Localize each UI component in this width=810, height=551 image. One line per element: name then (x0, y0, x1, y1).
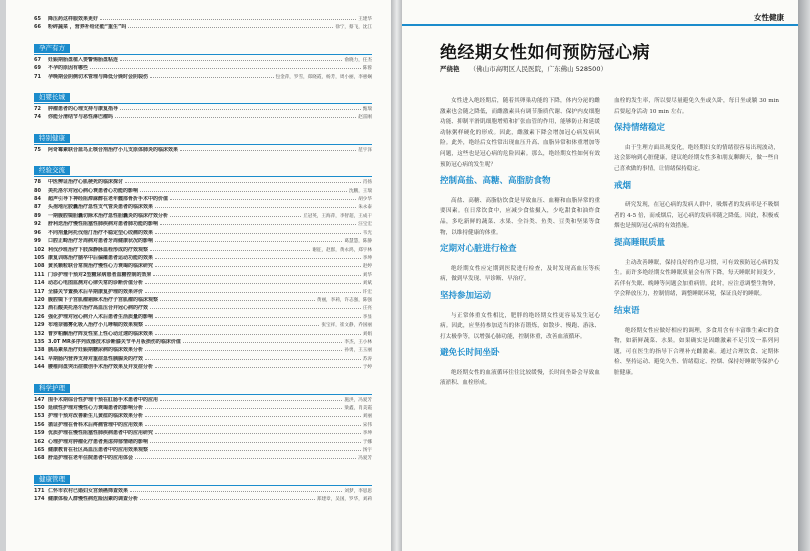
toc-entry-author: 梁鑫，肖美霞 (344, 406, 372, 411)
toc-entry-author: 王建华 (358, 17, 372, 22)
paragraph-diet: 高盐、高糖、高脂肪饮食是导致血压、血糖和血脂异常的重要因素。在日常饮食中，应减少食盐摄入，少吃甜食和油炸食品，多吃新鲜的蔬菜、水果、全谷类、鱼类、豆类和坚果等食物，以维持健康的体重。 (440, 197, 600, 236)
toc-leader-dots (145, 346, 342, 351)
toc-leader-dots (140, 187, 347, 192)
toc-leader-dots (150, 438, 361, 443)
toc-section-rule (34, 485, 372, 486)
toc-leader-dots (155, 254, 361, 259)
toc-page-number: 99 (34, 238, 41, 245)
intro-paragraph: 女性进入绝经期后，随着其卵巢功能的下降，体内分泌的雌激素也会随之降低，而雌激素具有调节脂质代谢、保护内皮细胞功能、抑制平滑肌细胞增殖和扩张血管的作用，能够防止和延缓动脉粥样硬化的形成。因此，雌激素下降会增加冠心病发病风险。此外，绝经后女性常出现血压升高、血脂异常和体重增加等问题，这些也是冠心病的危险因素。那么，绝经期女性如何有效预防冠心病的发生呢？ (440, 98, 600, 168)
toc-entry (34, 396, 372, 404)
toc-leader-dots (160, 396, 342, 401)
toc-entry-author: 李杰，王小林 (344, 339, 372, 345)
toc-page-number: 72 (34, 106, 41, 113)
toc-entry-title: 美托洛尔对冠心病心衰患者心功能的影响 (48, 187, 139, 194)
toc-page-number: 102 (34, 246, 45, 253)
toc-entry (34, 313, 372, 321)
toc-entry (34, 495, 372, 503)
toc-entry (34, 246, 372, 254)
toc-entry-title: 护理干预对改善新生儿黄疸的临床效果分析 (48, 413, 144, 420)
toc-leader-dots (155, 229, 361, 234)
paragraph-sitting: 绝经期女性的血液循环往往比较缓慢，长时间坐卧会导致血液淤积、血栓形成。 (440, 369, 600, 387)
toc-entry-title: 头孢地尼胶囊治疗急性支气管炎患者的临床效果 (48, 204, 154, 211)
toc-entry (34, 412, 372, 420)
toc-section-title: 科学护理 (34, 384, 70, 393)
toc-entry (34, 237, 372, 245)
toc-entry (34, 363, 372, 371)
toc-page-number: 159 (34, 430, 45, 437)
paragraph-exercise: 与正常体重女性相比，肥胖的绝经期女性更容易发生冠心病。因此，应坚持参加适当的体育锻炼，如散步、慢跑、游泳、打太极拳等，以增强心肺功能，控制体重，改善血液循环。 (440, 312, 600, 340)
toc-page-number: 123 (34, 305, 45, 312)
toc-entry (34, 321, 372, 329)
toc-section-title: 经验交流 (34, 166, 70, 175)
toc-page-number: 141 (34, 355, 45, 362)
toc-entry-title: 健康教育在社区高血压患者中的应用效果观察 (48, 447, 149, 454)
toc-page-number: 165 (34, 447, 45, 454)
toc-entry (34, 64, 372, 72)
toc-page-number: 66 (34, 24, 41, 31)
toc-leader-dots (125, 178, 361, 183)
toc-entry (34, 438, 372, 446)
toc-entry-author: 李坤 (362, 255, 372, 261)
toc-entry-author: 施洪，冯爱芳 (344, 397, 372, 403)
toc-entry-author: 葛慧慧，陈静 (344, 239, 372, 245)
toc-entry-author: 汪宝宏 (358, 222, 372, 228)
toc-entry-title: 酒石酸美托洛尔治疗高血压合并冠心病的疗效 (48, 305, 149, 312)
toc-leader-dots (155, 237, 342, 242)
toc-page-number: 67 (34, 56, 41, 63)
toc-entry-title: 强化护理对冠心病介入术后患者生活质量的影响 (48, 313, 154, 320)
toc-section (34, 157, 372, 371)
toc-entry-author: 谢征，赵群，黄永鸿，郑宇林 (312, 247, 372, 253)
paragraph-sitting-cont: 血栓的发生率，所以要尽量避免久坐或久卧，每日坐或躺 30 min 后要起身活动 10 min 左右。 (614, 98, 779, 115)
toc-entry (34, 254, 372, 262)
toc-entry (34, 195, 372, 203)
subheading-exercise: 坚持参加运动 (440, 290, 492, 301)
toc-entry-author: 沈鹏，王瑞 (349, 188, 372, 194)
toc-entry-title: 降压药这样服效果更好 (48, 16, 99, 22)
toc-leader-dots (120, 105, 361, 110)
toc-page-number: 138 (34, 347, 45, 354)
paragraph-smoking: 研究发现，在冠心病的发病人群中，吸烟者的发病率是不吸烟者的 4-5 倍，而戒烟后，冠心病的发病率随之降低。因此，积极戒烟也是预防冠心病的有效措施。 (614, 202, 779, 230)
toc-leader-dots (130, 487, 342, 492)
toc-entry-title: 普罗帕酮治疗阵发性室上性心动过速的临床效果 (48, 330, 154, 337)
toc-entry-author: 丘冠英，王海萍，李智超，王成干 (303, 213, 372, 219)
toc-entry (34, 446, 372, 454)
toc-section (34, 84, 372, 122)
toc-leader-dots (155, 313, 361, 318)
toc-entry (34, 203, 372, 211)
toc-entry (34, 296, 372, 304)
toc-entry-title: 健康体检人群慢性病危险因素的调查分析 (48, 496, 139, 503)
table-of-contents (34, 12, 372, 504)
toc-entry-title: 舒利迭治疗慢性阻塞性肺疾病对患者肺功能的影响 (48, 221, 159, 228)
toc-leader-dots (145, 279, 361, 284)
toc-leader-dots (150, 73, 274, 78)
toc-page-number: 71 (34, 73, 41, 80)
toc-leader-dots (155, 429, 361, 434)
paragraph-checkup: 绝经期女性应定期到医院进行检查，及时发现高血压等疾病，做到早发现、早诊断、早治疗。 (440, 265, 600, 283)
toc-section (34, 125, 372, 154)
toc-entry (34, 429, 372, 437)
toc-entry (34, 56, 372, 64)
toc-section-title: 孕产有方 (34, 44, 70, 53)
toc-entry-title: 你能分清结节与恶性淋巴瘤吗 (48, 114, 114, 121)
toc-page-number: 126 (34, 313, 45, 320)
toc-entry-author: 刘斌 (362, 281, 372, 287)
toc-entry-author: 胡少华 (358, 197, 372, 203)
toc-entry (34, 178, 372, 186)
contents-page (6, 0, 393, 551)
toc-page-number: 120 (34, 296, 45, 303)
subheading-diet: 控制高盐、高糖、高脂肪食物 (440, 176, 551, 187)
toc-entry-author: 范宇泽 (358, 147, 372, 153)
toc-entry (34, 421, 372, 429)
toc-entry-title: 3.0T MR多序列成像技术诊断膝关节半月板损伤的临床价值 (48, 338, 181, 345)
author-affiliation: （佛山市高明区人民医院，广东佛山 528500） (469, 65, 607, 73)
toc-leader-dots (145, 421, 361, 426)
toc-leader-dots (135, 454, 356, 459)
toc-entry-title: 康复训练治疗脑卒中后偏瘫患者运动功能的效果 (48, 254, 154, 261)
toc-page-number: 144 (34, 364, 45, 371)
toc-entry (34, 15, 372, 23)
article-page (402, 0, 798, 551)
toc-entry-title: 妊娠期胎盘植入要警惕胎盘粘连 (48, 56, 119, 63)
toc-leader-dots (150, 304, 361, 309)
toc-entry-author: 郑建章，吴国，罗华，刘莉 (316, 497, 372, 503)
paragraph-emotion: 由于生理方面出现变化，绝经期妇女的情绪很容易出现波动，这会影响到心脏健康，建议绝经期女性多和朋友聊聊天，做一些自己喜欢做的事情，让情绪保持稳定。 (614, 144, 779, 172)
toc-leader-dots (145, 355, 361, 360)
toc-entry (34, 271, 372, 279)
toc-section-rule (34, 394, 372, 395)
toc-entry (34, 212, 372, 220)
toc-entry-author: 宋伟 (362, 422, 372, 428)
toc-entry-author: 朱永泰 (358, 205, 372, 211)
toc-section-rule (34, 144, 372, 145)
toc-entry (34, 487, 372, 495)
article-column-1 (440, 96, 600, 395)
toc-page-number: 168 (34, 455, 45, 462)
toc-entry-title: 延续性护理对慢性心力衰竭患者的影响分析 (48, 405, 144, 411)
toc-page-number: 84 (34, 196, 41, 203)
toc-entry-author: 徐宁，蔡飞，沈江 (335, 25, 372, 31)
toc-entry-author: 孙勇，王玉丽 (344, 348, 372, 354)
toc-entry-title: 肿瘤患者的心理支持与康复指导 (48, 106, 119, 113)
toc-page-number: 87 (34, 204, 41, 211)
toc-page-number: 150 (34, 405, 45, 411)
toc-section (34, 15, 372, 32)
toc-entry-author: 汤宇 (362, 448, 372, 454)
toc-entry (34, 304, 372, 312)
toc-entry-title: 中医辨证治疗心肌梗死的临床探讨 (48, 179, 124, 186)
byline (440, 64, 607, 73)
article-column-2 (614, 96, 779, 384)
article-title: 绝经期女性如何预防冠心病 (440, 43, 650, 63)
toc-entry (34, 346, 372, 354)
toc-entry-author: 俞晓力，任杰 (344, 57, 372, 63)
toc-entry-author: 陈蓉 (362, 66, 372, 72)
toc-leader-dots (145, 404, 342, 409)
toc-entry-author: 李显 (362, 314, 372, 320)
toc-entry-title: 粉碎蔬菜 ，营养补给还能“重生”吗 (48, 24, 127, 31)
toc-entry-title: 仁怀市农村已婚妇女宫颈癌筛查效果 (48, 487, 129, 494)
toc-entry-title: 早期肠内营养支持对重症急性胰腺炎的疗效 (48, 355, 144, 362)
toc-leader-dots (128, 23, 333, 28)
article-author: 严绕艳 (440, 65, 460, 73)
toc-page-number: 117 (34, 288, 45, 295)
toc-entry-title: 腹腔镜下子宫肌瘤剔除术治疗子宫肌瘤的临床观察 (48, 296, 159, 303)
toc-entry-author: 刘华 (362, 272, 372, 278)
toc-entry-author: 李坤 (362, 431, 372, 437)
toc-leader-dots (150, 246, 310, 251)
toc-page-number: 92 (34, 221, 41, 228)
subheading-emotion: 保持情绪稳定 (614, 123, 666, 134)
subheading-checkup: 定期对心脏进行检查 (440, 244, 517, 255)
toc-entry-title: 舒适护理在老年住院患者中的应用体会 (48, 455, 134, 462)
paragraph-sleep: 主动改善睡眠，保持良好的作息习惯，可有效预防冠心病的发生。而许多绝经期女性睡眠质量会有所下降，每天睡眠时间变少，若伴有失眠、晚睡等问题会加重病情，此时，应注意调整生物钟，学会释放压力，控制情绪，调整睡眠环境，保证良好的睡眠。 (614, 259, 779, 298)
toc-entry-author: 许宏 (362, 289, 372, 295)
toc-leader-dots (145, 288, 361, 293)
toc-entry-author: 苏涛 (362, 356, 372, 362)
toc-leader-dots (155, 330, 361, 335)
toc-entry-author: 于娜 (362, 439, 372, 445)
toc-page-number: 111 (34, 271, 45, 278)
toc-entry-author: 韦光 (362, 230, 372, 236)
toc-entry-author: 赵雷刚 (358, 115, 372, 121)
toc-entry-author: 冯爱芳 (358, 456, 372, 462)
toc-entry (34, 23, 372, 31)
toc-entry-title: 心理护理对肿瘤化疗患者焦虑抑郁情绪的影响 (48, 438, 149, 445)
toc-entry-title: 超声引导下神经阻滞麻醉在老年髋部骨折手术中的价值 (48, 196, 169, 203)
toc-page-number: 74 (34, 114, 41, 121)
toc-page-number: 132 (34, 330, 45, 337)
toc-entry (34, 404, 372, 412)
toc-entry-author: 刘丽 (362, 414, 372, 420)
toc-page-number: 69 (34, 65, 41, 72)
toc-entry-author: 包金萍，罗雪，郑晓霞，杨芳，周小丽，李惠娴 (275, 74, 372, 80)
toc-page-number: 156 (34, 421, 45, 428)
toc-entry-title: 全膝关节置换术后早期康复护理的效果评价 (48, 288, 144, 295)
toc-entry-author: 赵婷 (362, 264, 372, 270)
toc-leader-dots (155, 203, 356, 208)
toc-page-number: 135 (34, 338, 45, 345)
toc-section (34, 466, 372, 504)
toc-entry (34, 113, 372, 121)
toc-entry-title: 阿奇霉素联合蓝鸟止咳合剂治疗小儿支原体肺炎的临床效果 (48, 146, 179, 153)
toc-leader-dots (100, 15, 356, 20)
toc-leader-dots (155, 363, 361, 368)
toc-page-number: 105 (34, 254, 45, 261)
toc-entry-author: 黄丽，李莉，许志强，陈强 (316, 297, 372, 303)
page-edge-shadow (798, 0, 810, 551)
toc-entry (34, 146, 372, 154)
toc-leader-dots (170, 195, 356, 200)
toc-entry-title: 口腔正畸治疗牙周病对患者牙周健康状况的影响 (48, 238, 154, 245)
toc-leader-dots (170, 212, 301, 217)
toc-entry (34, 288, 372, 296)
toc-entry-author: 刘梦，李思思 (344, 488, 372, 494)
toc-leader-dots (155, 262, 361, 267)
toc-page-number: 96 (34, 229, 41, 236)
toc-entry-author: 张宝祥，崔文静，乔国丽 (321, 323, 372, 329)
toc-section-rule (34, 103, 372, 104)
toc-page-number: 80 (34, 187, 41, 194)
toc-leader-dots (150, 446, 361, 451)
toc-page-number: 78 (34, 179, 41, 186)
toc-entry-title: 孕晚期会阴侧切术管理与降低分娩时会阴裂伤 (48, 73, 149, 80)
toc-entry-title: 布地奈德雾化吸入治疗小儿哮喘的效果观察 (48, 322, 144, 329)
toc-entry-author: 肖扬 (362, 180, 372, 186)
toc-leader-dots (120, 56, 342, 61)
toc-page-number: 153 (34, 413, 45, 420)
toc-entry (34, 105, 372, 113)
toc-entry (34, 220, 372, 228)
toc-leader-dots (115, 113, 356, 118)
subheading-conclusion: 结束语 (614, 305, 640, 316)
toc-section (34, 375, 372, 463)
toc-entry-title: 不孕的原因有哪些 (48, 65, 89, 72)
toc-leader-dots (180, 146, 356, 151)
toc-section-title: 特别健康 (34, 134, 70, 143)
toc-entry (34, 187, 372, 195)
toc-page-number: 108 (34, 263, 45, 270)
toc-page-number: 65 (34, 16, 41, 22)
toc-section-title: 妇婴长城 (34, 93, 70, 102)
toc-section-title: 健康管理 (34, 475, 70, 484)
toc-entry-title: 黄芪颗粒联合常规治疗慢性心力衰竭的临床研究 (48, 263, 154, 270)
toc-entry (34, 355, 372, 363)
toc-entry (34, 454, 372, 462)
toc-page-number: 162 (34, 438, 45, 445)
toc-entry (34, 262, 372, 270)
toc-leader-dots (160, 296, 315, 301)
toc-leader-dots (160, 220, 356, 225)
toc-entry-title: 围手术期综合性护理干预在肛肠手术患者中的应用 (48, 396, 159, 403)
toc-entry-title: 动态心电图监测对心律失常的诊断价值分析 (48, 280, 144, 287)
toc-page-number: 171 (34, 487, 45, 494)
subheading-sleep: 提高睡眠质量 (614, 237, 666, 248)
toc-entry-title: 循证护理在骨科术后疼痛管理中的应用效果 (48, 421, 144, 428)
toc-leader-dots (140, 495, 315, 500)
toc-leader-dots (153, 271, 360, 276)
toc-entry-title: 一期腹腔镜胆囊切除术治疗急性胆囊炎的临床疗效分析 (48, 212, 169, 219)
toc-entry-title: 优质护理在慢性阻塞性肺疾病患者中的应用研究 (48, 430, 154, 437)
subheading-smoking: 戒烟 (614, 180, 632, 191)
toc-leader-dots (145, 321, 319, 326)
toc-page-number: 75 (34, 146, 41, 153)
toc-leader-dots (183, 338, 343, 343)
toc-section-rule (34, 54, 372, 55)
section-tag: 女性健康 (754, 13, 784, 22)
header-rule (402, 24, 798, 26)
toc-page-number: 174 (34, 496, 45, 503)
toc-page-number: 129 (34, 322, 45, 329)
toc-entry (34, 330, 372, 338)
toc-entry-title: 利伐沙班治疗下肢深静脉血栓形成的疗效观察 (48, 246, 149, 253)
toc-page-number: 147 (34, 396, 45, 403)
paragraph-conclusion: 绝经期女性应做好相应的调理，多食用含有丰富维生素C的食物，如新鲜蔬菜、水果。如果确实是因雌激素不足引发一系列问题，可在医生的指导下合理补充雌激素。通过合理饮食、定期体检、坚持运动、避免久坐、情绪稳定、控烟、保持好睡眠等保护心脏健康。 (614, 327, 779, 376)
toc-entry (34, 73, 372, 81)
toc-entry-author: 于婷 (362, 365, 372, 371)
toc-entry-title: 门诊护理干预对2型糖尿病患者血糖控制的效果 (48, 271, 152, 278)
toc-section (34, 35, 372, 81)
toc-entry-title: 不同剂量阿托伐他汀治疗不稳定型心绞痛的效果 (48, 229, 154, 236)
toc-entry-author: 庄亮 (362, 306, 372, 312)
toc-entry-author: 甄瑞 (362, 107, 372, 113)
toc-section-rule (34, 176, 372, 177)
toc-leader-dots (90, 64, 361, 69)
toc-page-number: 89 (34, 212, 41, 219)
toc-entry-author: 刘娟 (362, 331, 372, 337)
toc-entry (34, 229, 372, 237)
toc-page-number: 114 (34, 280, 45, 287)
subheading-sitting: 避免长时间坐卧 (440, 348, 500, 359)
toc-entry (34, 279, 372, 287)
toc-entry (34, 338, 372, 346)
toc-leader-dots (145, 412, 361, 417)
toc-entry-title: 胰岛素泵治疗妊娠期糖尿病的临床效果分析 (48, 347, 144, 354)
toc-entry-title: 腰椎间盘突出症微创手术治疗效果及并发症分析 (48, 364, 154, 371)
